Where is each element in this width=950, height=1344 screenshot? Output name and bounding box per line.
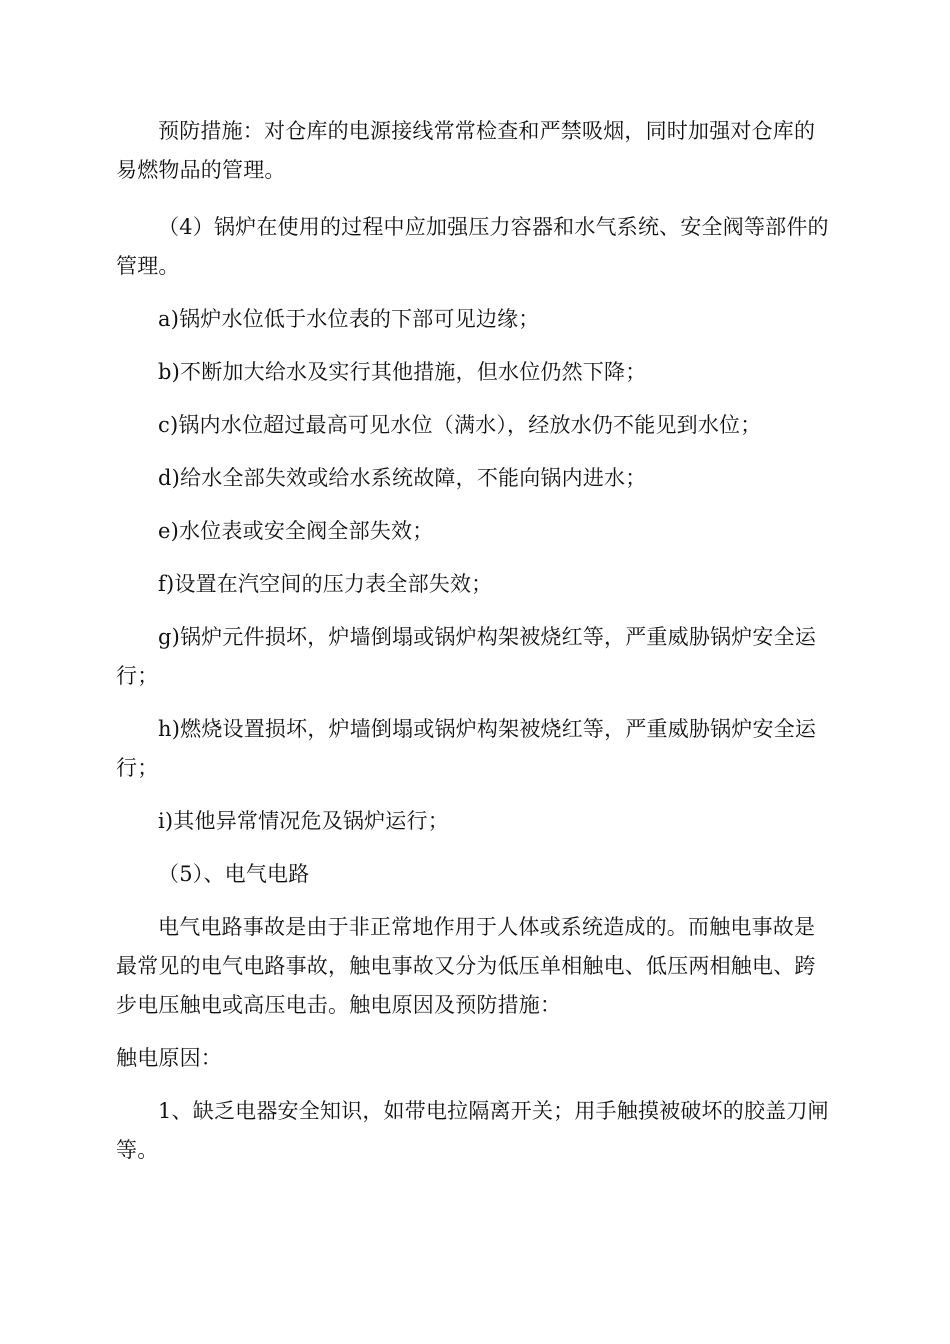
list-item-i: i)其他异常情况危及锅炉运行；	[158, 809, 449, 833]
list-item-cause-1: 1、缺乏电器安全知识，如带电拉隔离开关；用手触摸被破坏的胶盖刀闸等。	[116, 1099, 829, 1162]
list-item-b: b)不断加大给水及实行其他措施，但水位仍然下降；	[158, 360, 647, 384]
list-item-h: h)燃烧设置损坏，炉墙倒塌或锅炉构架被烧红等，严重威胁锅炉安全运行；	[116, 717, 817, 780]
section-heading-electrical: （5）、电气电路	[158, 862, 310, 886]
subheading-electrocution-causes: 触电原因：	[116, 1046, 222, 1070]
paragraph-boiler-heading: （4）锅炉在使用的过程中应加强压力容器和水气系统、安全阀等部件的管理。	[116, 215, 829, 278]
paragraph-electrical-accidents: 电气电路事故是由于非正常地作用于人体或系统造成的。而触电事故是最常见的电气电路事故，触电事故又分为低压单相触电、低压两相触电、跨步电压触电或高压电击。触电原因及预防措施：	[116, 915, 816, 1017]
list-item-e: e)水位表或安全阀全部失效；	[158, 519, 434, 543]
list-item-c: c)锅内水位超过最高可见水位（满水），经放水仍不能见到水位；	[158, 413, 762, 437]
list-item-f: f)设置在汽空间的压力表全部失效；	[158, 572, 493, 596]
document-page	[116, 112, 836, 1170]
list-item-a: a)锅炉水位低于水位表的下部可见边缘；	[158, 307, 540, 331]
list-item-d: d)给水全部失效或给水系统故障，不能向锅内进水；	[158, 466, 647, 490]
list-item-g: g)锅炉元件损坏，炉墙倒塌或锅炉构架被烧红等，严重威胁锅炉安全运行；	[116, 625, 817, 688]
paragraph-prevention: 预防措施：对仓库的电源接线常常检查和严禁吸烟，同时加强对仓库的易燃物品的管理。	[116, 119, 816, 182]
